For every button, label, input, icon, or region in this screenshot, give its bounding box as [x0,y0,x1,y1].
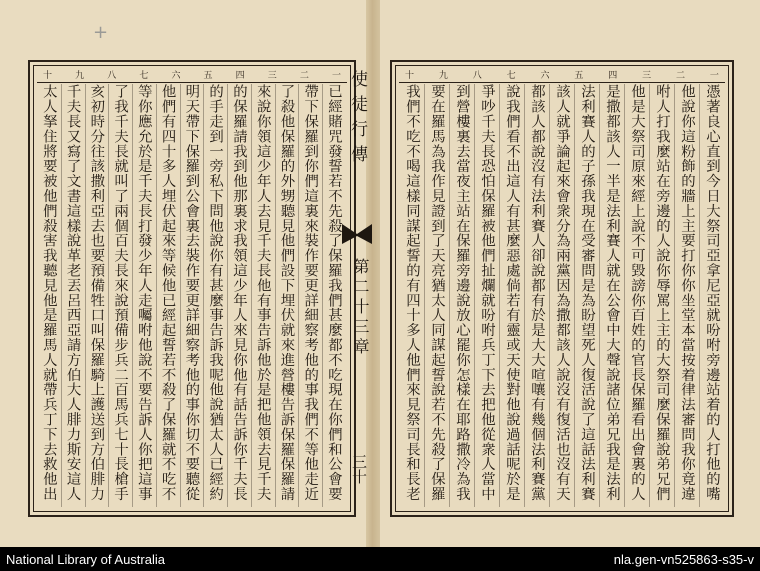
chapter-label: 第二十三章 [351,258,370,358]
ruler-mark: 五 [203,71,213,81]
text-column: 了殺他保羅的外甥聽見他們設下埋伏就來進營樓告訴保羅保羅請 [275,84,299,507]
text-column: 已經賭咒發誓若不先殺了保羅我們甚麼都不吃現在你們和公會要 [322,84,346,507]
pencil-mark: + [93,22,109,43]
ruler-mark: 三 [267,71,277,81]
ruler-mark: 九 [75,71,85,81]
text-column: 說我們看不出這人有甚麼惡處倘若有靈或天使對他說過話呢於是 [499,84,524,507]
center-title-strip [338,62,376,512]
text-column: 法利賽人的子孫我現在受審問是為盼望死人復活說了這話法利賽 [574,84,599,507]
text-column: 的手走到一旁私下問他說你有甚麼事告訴我呢他說猶太人已經約 [203,84,227,507]
ruler-mark: 四 [235,71,245,81]
ruler-mark: 五 [574,71,584,81]
ruler-mark: 三 [642,71,652,81]
text-column: 帶下保羅到你們這裏來裝作要更詳細察考他的事我們不等他走近 [298,84,322,507]
footer-bar [0,547,760,571]
ruler-mark: 六 [540,71,550,81]
ruler-mark: 七 [139,71,149,81]
text-column: 到營樓裏去當夜主站在保羅旁邊說放心罷你怎樣在耶路撒冷為我 [449,84,474,507]
fishtail-mark-icon [340,222,374,246]
text-column: 我們不吃不喝這樣同謀起誓的有四十多人他們來見祭司長和長老 [404,84,420,502]
ruler-mark: 七 [506,71,516,81]
text-column: 爭吵千夫長恐怕保羅被他們扯爛就吩咐兵丁下去把他從衆人當中 [474,84,499,507]
text-column: 他說你這粉飾的牆上主要打你你坐堂本當按着律法審問我你竟違 [674,84,699,507]
text-column: 要在羅馬為我作見證到了天亮猶太人同謀起誓說若不先殺了保羅 [424,84,449,507]
left-inner-frame [33,65,351,512]
ruler-mark: 一 [709,71,719,81]
text-column: 都該人都說沒有法利賽人卻說都有於是大大喧嚷有幾個法利賽黨 [524,84,549,507]
text-column: 他們有四十多人埋伏起來等候他已經起誓若不殺了保羅就不吃不 [156,84,180,507]
text-column: 千夫長又寫了文書這樣說革老丟呂西亞請方伯大人腓力斯安這人 [61,84,85,507]
text-column: 了我千夫長就叫了兩個百夫長來說預備步兵二百馬兵七十長槍手 [108,84,132,507]
text-column: 來說你領這少年人去見千夫長他有事告訴他於是把他領去見千夫 [251,84,275,507]
ruler-mark: 八 [107,71,117,81]
text-column: 亥初時分往該撒利亞去也要預備牲口叫保羅騎上護送到方伯腓力 [85,84,109,507]
ruler-mark: 六 [171,71,181,81]
ruler-mark: 二 [299,71,309,81]
ruler-mark: 十 [405,71,415,81]
text-column: 該人就爭論起來會衆分為兩黨因為撒都該人說沒有復活也沒有天 [549,84,574,507]
text-column: 的保羅請我到他那裏求我領這少年人來見你他有話告訴你千夫長 [227,84,251,507]
footer-credit: National Library of Australia [6,551,165,567]
text-column: 太人拏住將要被他們殺害我聽見他是羅馬人就帶兵丁下去救他出 [40,84,57,502]
right-inner-frame [395,65,729,512]
ruler-mark: 二 [676,71,686,81]
text-column: 等你應允於是千夫長打發少年人走囑咐他說不要告訴人你把這事 [132,84,156,507]
page-number: 三十 [350,454,368,484]
left-text-columns [38,84,346,507]
left-text-frame [28,60,356,517]
ruler-mark: 四 [608,71,618,81]
text-column: 是撒都該人一半是法利賽人就在公會中大聲說諸位弟兄我是法利 [599,84,624,507]
left-column-ruler [37,69,347,83]
book-title: 使徒行傳 [347,70,367,170]
ruler-mark: 九 [438,71,448,81]
text-column: 憑著良心直到今日大祭司亞拿尼亞就吩咐旁邊站着的人打他的嘴 [699,84,724,507]
right-column-ruler [399,69,725,83]
right-text-columns [400,84,724,507]
footer-identifier: nla.gen-vn525863-s35-v [613,551,754,567]
ruler-mark: 八 [472,71,482,81]
text-column: 明天帶下保羅到公會裏去裝作要更詳細察考他的事你切不要聽從 [180,84,204,507]
ruler-mark: 十 [43,71,53,81]
right-text-frame [390,60,734,517]
text-column: 他是大祭司原來經上說不可毀謗你百姓的官長保羅看出會裏的人 [624,84,649,507]
text-column: 咐人打我麼站在旁邊的人說你辱罵上主的大祭司麼保羅說弟兄們 [649,84,674,507]
ruler-mark: 一 [331,71,341,81]
